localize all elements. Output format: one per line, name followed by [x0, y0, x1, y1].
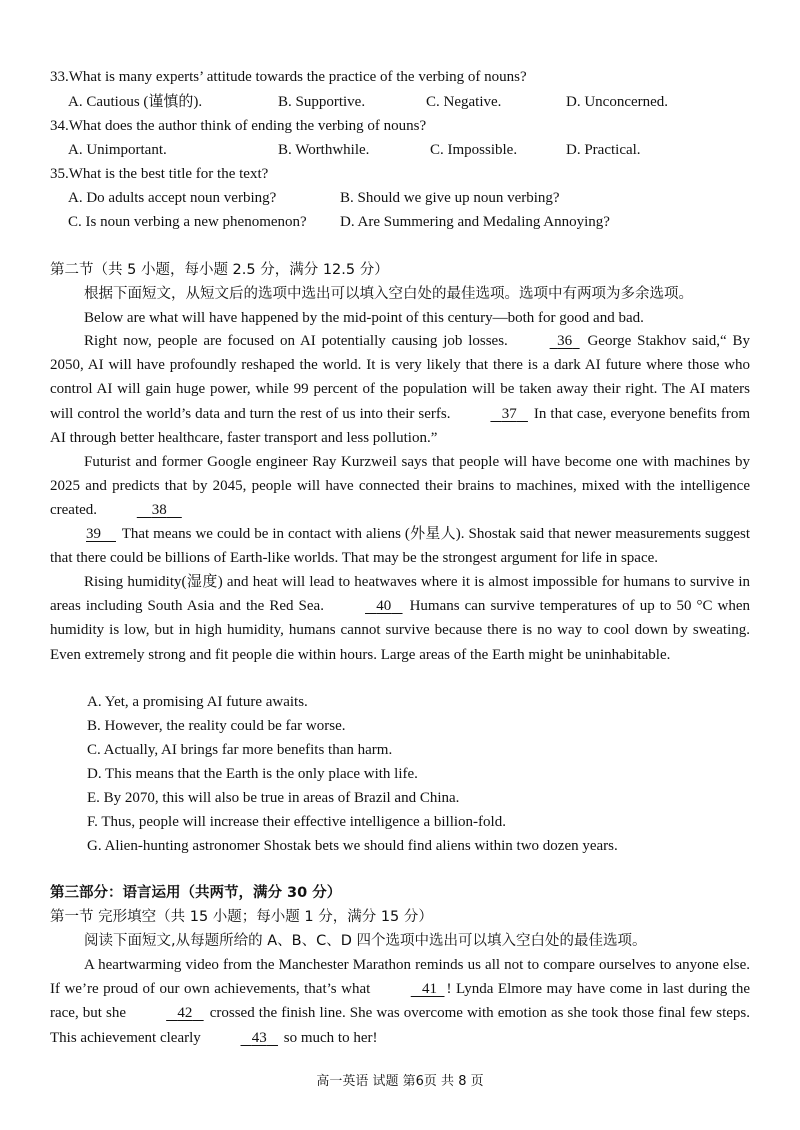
blank-41[interactable]: 41 — [422, 981, 437, 998]
option-33-d: D. Unconcerned. — [566, 94, 669, 110]
paragraph-1-text-c: In that case, everyone benefits from AI through better healthcare, faster transport and less pollution.” — [50, 405, 750, 446]
blank-43[interactable]: 43 — [251, 1029, 267, 1046]
passage-paragraph-1 — [50, 329, 750, 450]
passage-intro: Below are what will have happened by the mid-point of this century—both for good and bad. — [84, 310, 644, 326]
cloze-text-c: crossed the finish line. She was overcome with emotion as she took those final few steps. This achievement clearly — [50, 1005, 751, 1046]
choice-e: E. By 2070, this will also be true in areas of Brazil and China. — [87, 790, 460, 806]
part3-heading: 第三部分：语言运用（共两节，满分 30 分） — [50, 885, 342, 901]
question-35-stem: 35.What is the best title for the text? — [50, 166, 269, 182]
cloze-passage — [50, 953, 750, 1050]
page-footer: 高一英语 试题 第6页 共 8 页 — [316, 1074, 484, 1089]
blank-42[interactable]: 42 — [177, 1005, 193, 1022]
option-33-a: A. Cautious (谨慎的). — [68, 94, 203, 110]
passage-paragraph-4 — [50, 570, 750, 667]
option-35-c: C. Is noun verbing a new phenomenon? — [68, 214, 307, 230]
choice-c: C. Actually, AI brings far more benefits than harm. — [87, 742, 393, 758]
paragraph-4-text-a: Rising humidity(湿度) and heat will lead to heatwaves where it is almost impossible for humans to survive in areas including South Asia and the Red Sea. — [50, 574, 750, 615]
blank-36[interactable]: 36 — [557, 333, 573, 349]
option-35-d: D. Are Summering and Medaling Annoying? — [340, 214, 610, 230]
passage-paragraph-3 — [50, 522, 750, 570]
option-33-b: B. Supportive. — [278, 94, 366, 110]
choice-f: F. Thus, people will increase their effective intelligence a billion-fold. — [87, 814, 506, 830]
choice-d: D. This means that the Earth is the only place with life. — [87, 766, 418, 782]
paragraph-1-text-b: George Stakhov said,“ By 2050, AI will have profoundly reshaped the world. It is very likely that there is a dark AI future where those who control AI will gain huge power, while 99 percent of the population will be taken away their right. The AI maters will control the world’s data and turn the rest of us into their serfs. — [50, 333, 751, 422]
choice-g: G. Alien-hunting astronomer Shostak bets we should find aliens within two dozen years. — [87, 838, 618, 854]
option-35-b: B. Should we give up noun verbing? — [340, 190, 560, 206]
blank-38[interactable]: 38 — [151, 502, 167, 519]
option-34-a: A. Unimportant. — [68, 142, 167, 158]
choice-b: B. However, the reality could be far worse. — [87, 718, 346, 734]
cloze-text-d: so much to her! — [283, 1029, 378, 1046]
paragraph-4-text-b: Humans can survive temperatures of up to 50 °C when humidity is low, but in high humidity, humans cannot survive because there is no way to cool down by sweating. Even extremely strong and fit people die within hours. Large areas of the Earth might be uninhabitable. — [50, 598, 751, 663]
choice-a: A. Yet, a promising AI future awaits. — [87, 694, 308, 710]
option-35-a: A. Do adults accept noun verbing? — [68, 190, 277, 206]
blank-39[interactable]: 39 — [86, 526, 101, 542]
section2-instruction: 根据下面短文，从短文后的选项中选出可以填入空白处的最佳选项。选项中有两项为多余选项。 — [84, 286, 693, 302]
option-33-c: C. Negative. — [426, 94, 502, 110]
cloze-text-a: A heartwarming video from the Manchester Marathon reminds us all not to compare ourselves to anyone else. If we’re proud of our own achievements, that’s what — [50, 957, 750, 998]
question-33-stem: 33.What is many experts’ attitude towards the practice of the verbing of nouns? — [50, 69, 527, 85]
paragraph-3-text: That means we could be in contact with aliens (外星人). Shostak said that newer measurements suggest that there could be billions of Earth-like worlds. That may be the strongest argument for life in space. — [50, 526, 751, 567]
option-34-c: C. Impossible. — [430, 142, 518, 158]
section2-heading: 第二节（共 5 小题，每小题 2.5 分，满分 12.5 分） — [50, 262, 389, 278]
paragraph-2-text: Futurist and former Google engineer Ray Kurzweil says that people will have become one with machines by 2025 and predicts that by 2045, people will have connected their brains to machines, mixed with the intelligence created. — [50, 454, 750, 519]
paragraph-1-text-a: Right now, people are focused on AI potentially causing job losses. — [84, 333, 508, 349]
passage-paragraph-2 — [50, 450, 750, 523]
part3-subheading: 第一节 完形填空（共 15 小题；每小题 1 分，满分 15 分） — [50, 909, 433, 925]
cloze-text-b: ! Lynda Elmore may have come in last during the race, but she — [50, 981, 751, 1022]
option-34-b: B. Worthwhile. — [278, 142, 370, 158]
part3-instruction: 阅读下面短文,从每题所给的 A、B、C、D 四个选项中选出可以填入空白处的最佳选项。 — [84, 933, 647, 949]
option-34-d: D. Practical. — [566, 142, 641, 158]
blank-37[interactable]: 37 — [501, 405, 517, 422]
question-34-stem: 34.What does the author think of ending the verbing of nouns? — [50, 118, 427, 134]
blank-40[interactable]: 40 — [376, 598, 392, 615]
